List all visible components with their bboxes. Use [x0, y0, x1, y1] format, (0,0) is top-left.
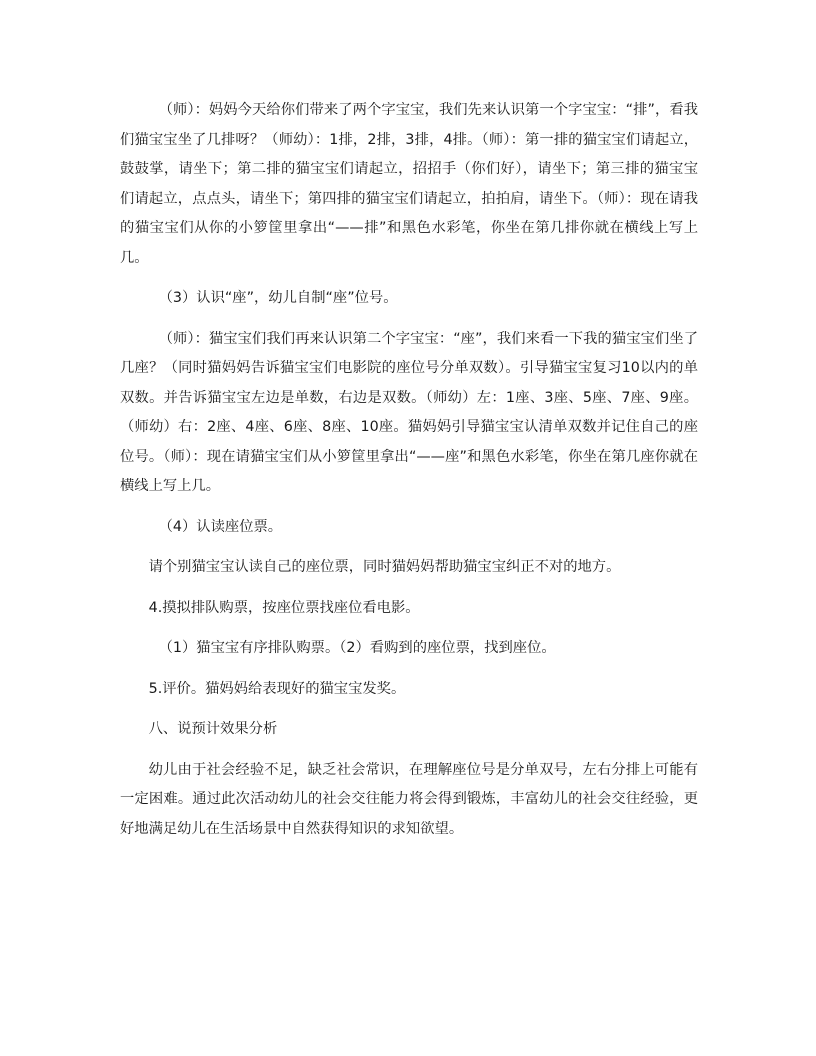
document-body [120, 96, 698, 844]
paragraph-seat-numbers: （师）：猫宝宝们我们再来认识第二个字宝宝：“座”，我们来看一下我的猫宝宝们坐了几座？（同时猫妈妈告诉猫宝宝们电影院的座位号分单双数）。引导猫宝宝复习10以内的单双数。并告诉猫宝宝左边是单数，右边是双数。（师幼）左：1座、3座、5座、7座、9座。（师幼）右：2座、4座、6座、8座、10座。猫妈妈引导猫宝宝认清单双数并记住自己的座位号。（师）：现在请猫宝宝们从小箩筐里拿出“——座”和黑色水彩笔，你坐在第几座你就在横线上写上几。 [120, 330, 698, 494]
paragraph-gap [120, 745, 698, 756]
paragraph-section-8-heading: 八、说预计效果分析 [148, 721, 278, 737]
paragraph-step-3-heading: （3）认识“座”，幼儿自制“座”位号。 [158, 290, 398, 306]
paragraph-row-seating: （师）：妈妈今天给你们带来了两个字宝宝，我们先来认识第一个字宝宝：“排”，看我们猫宝宝坐了几排呀？（师幼）：1排，2排，3排，4排。（师）：第一排的猫宝宝们请起立，鼓鼓掌，请坐下；第二排的猫宝宝们请起立，招招手（你们好），请坐下；第三排的猫宝宝们请起立，点点头，请坐下；第四排的猫宝宝们请起立，拍拍肩，请坐下。（师）：现在请我的猫宝宝们从你的小箩筐里拿出“——排”和黑色水彩笔，你坐在第几排你就在横线上写上几。 [120, 102, 698, 266]
paragraph-effect-analysis: 幼儿由于社会经验不足，缺乏社会常识，在理解座位号是分单双号，左右分排上可能有一定困难。通过此次活动幼儿的社会交往能力将会得到锻炼，丰富幼儿的社会交往经验，更好地满足幼儿在生活场景中自然获得知识的求知欲望。 [120, 761, 698, 837]
paragraph-gap [120, 664, 698, 675]
paragraph-gap [120, 583, 698, 594]
paragraph-gap [120, 502, 698, 513]
paragraph-section-5: 5.评价。猫妈妈给表现好的猫宝宝发奖。 [148, 680, 406, 697]
paragraph-gap [120, 704, 698, 715]
paragraph-read-tickets: 请个别猫宝宝认读自己的座位票，同时猫妈妈帮助猫宝宝纠正不对的地方。 [148, 559, 621, 575]
paragraph-gap [120, 314, 698, 325]
paragraph-gap [120, 623, 698, 634]
paragraph-gap [120, 542, 698, 553]
paragraph-queue-steps: （1）猫宝宝有序排队购票。（2）看购到的座位票，找到座位。 [158, 640, 556, 656]
paragraph-section-4: 4.摸拟排队购票，按座位票找座位看电影。 [148, 599, 420, 616]
paragraph-step-4-heading: （4）认读座位票。 [158, 518, 283, 535]
paragraph-gap [120, 273, 698, 284]
